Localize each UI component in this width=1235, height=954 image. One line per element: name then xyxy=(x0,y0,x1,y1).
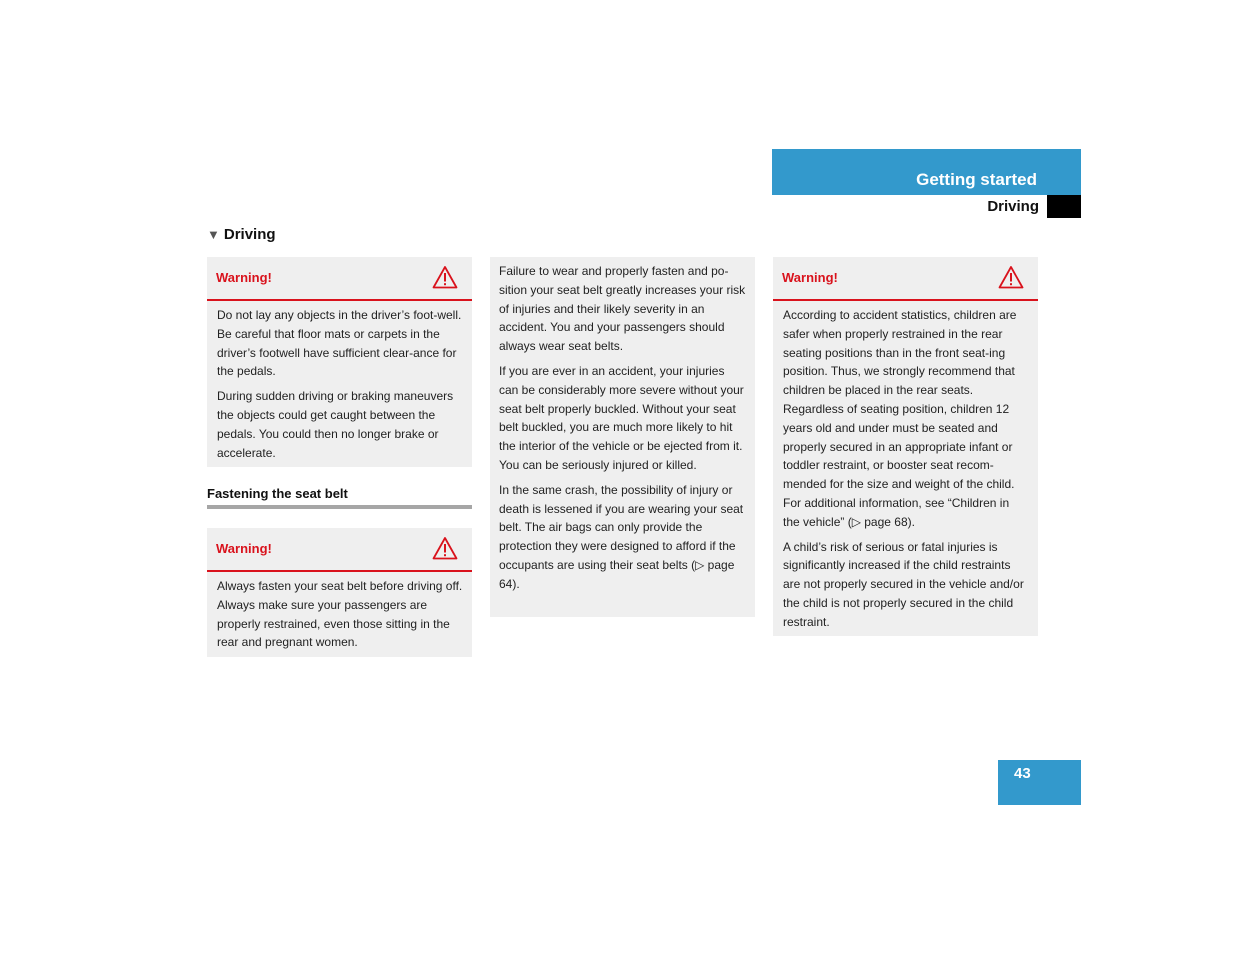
info-paragraph: If you are ever in an accident, your injuries can be considerably more severe without your seat belt properly buckled. Without your seat belt buckled, you are much more likely to hit the interior of the vehicle or be ejected from it. You can be seriously injured or killed. xyxy=(499,363,744,472)
subheading-fastening-seat-belt: Fastening the seat belt xyxy=(207,486,472,509)
section-heading-text: Driving xyxy=(223,226,276,243)
warning-triangle-icon xyxy=(432,536,458,560)
warning-triangle-icon xyxy=(432,265,458,289)
triangle-down-icon: ▼ xyxy=(207,227,220,242)
warning-body xyxy=(207,572,472,658)
warning-paragraph: According to accident statistics, children are safer when properly restrained in the rear seating positions than in the front seat-ing position. Thus, we strongly recommend that children be placed in the rear seats. Regardless of seating position, children 12 years old and under must be seated and properly secured in an appropriate infant or toddler restraint, or booster seat recom-mended for the size and weight of the child. For additional information, see “Children in the vehicle” (▷ page 68). xyxy=(783,308,1017,529)
info-body xyxy=(490,257,755,600)
warning-title: Warning! xyxy=(216,541,272,556)
section-heading xyxy=(207,226,276,243)
section-tab-marker xyxy=(1047,195,1081,218)
info-paragraph: In the same crash, the possibility of injury or death is lessened if you are wearing your seat belt. The air bags can only provide the protection they were designed to afford if the occupants are using their seat belts (▷ page 64). xyxy=(499,482,744,591)
warning-box-objects xyxy=(207,257,472,467)
page-number-tab xyxy=(998,760,1081,805)
page-number: 43 xyxy=(1014,765,1031,782)
warning-body xyxy=(207,301,472,468)
warning-header xyxy=(207,257,472,301)
warning-paragraph: A child’s risk of serious or fatal injuries is significantly increased if the child restraints are not properly secured in the vehicle and/or the child is not properly secured in the child restraint. xyxy=(783,539,1024,629)
warning-body xyxy=(773,301,1038,638)
chapter-title: Getting started xyxy=(916,170,1037,189)
warning-header xyxy=(773,257,1038,301)
chapter-header-bar xyxy=(772,149,1081,195)
warning-title: Warning! xyxy=(216,270,272,285)
warning-paragraph: Always fasten your seat belt before driving off. Always make sure your passengers are properly restrained, even those sitting in the rear and pregnant women. xyxy=(217,579,463,650)
warning-box-seat-belt xyxy=(207,528,472,657)
section-label: Driving xyxy=(987,198,1039,215)
warning-triangle-icon xyxy=(998,265,1024,289)
warning-header xyxy=(207,528,472,572)
warning-box-children xyxy=(773,257,1038,636)
warning-paragraph: Do not lay any objects in the driver’s foot-well. Be careful that floor mats or carpets in the driver’s footwell have sufficient clear-ance for the pedals. xyxy=(217,308,462,379)
warning-paragraph: During sudden driving or braking maneuvers the objects could get caught between the pedals. You could then no longer brake or accelerate. xyxy=(217,389,454,460)
info-paragraph: Failure to wear and properly fasten and po-sition your seat belt greatly increases your risk of injuries and their likely severity in an accident. You and your passengers should always wear seat belts. xyxy=(499,264,746,354)
warning-title: Warning! xyxy=(782,270,838,285)
seat-belt-info-box xyxy=(490,257,755,617)
